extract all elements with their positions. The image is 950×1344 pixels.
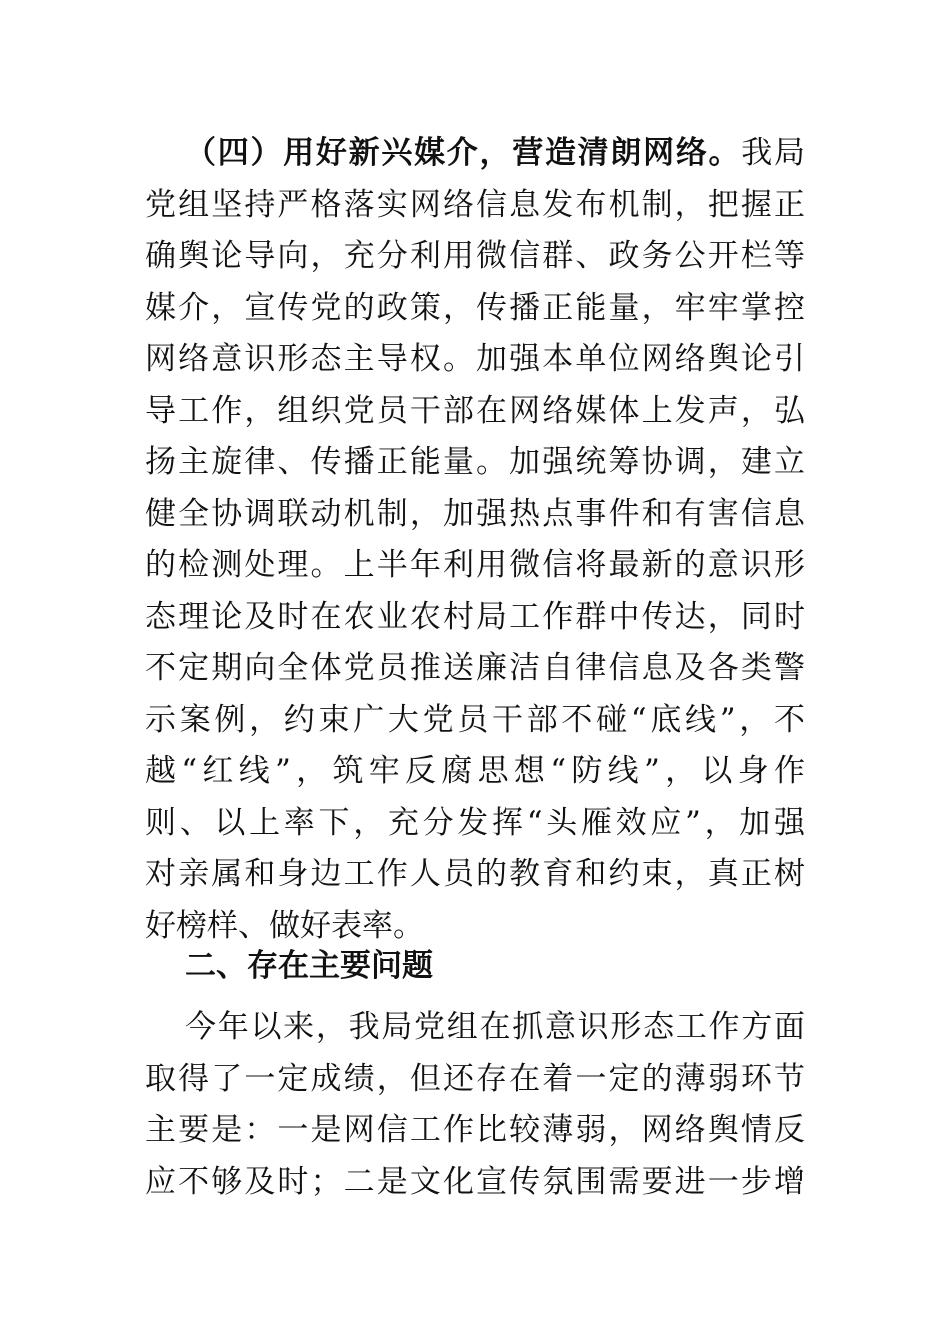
section-four-first-line-rest: 我局 <box>741 135 806 171</box>
paragraph-line: 越“红线”，筑牢反腐思想“防线”，以身作 <box>145 753 805 789</box>
paragraph-line: 的检测处理。上半年利用微信将最新的意识形 <box>145 547 805 583</box>
paragraph-line: 应不够及时；二是文化宣传氛围需要进一步增 <box>145 1164 805 1200</box>
section-two-heading: 二、存在主要问题 <box>185 948 433 984</box>
paragraph-line: 健全协调联动机制，加强热点事件和有害信息 <box>145 496 805 532</box>
paragraph-line: 今年以来，我局党组在抓意识形态工作方面 <box>185 1009 805 1045</box>
paragraph-line: 党组坚持严格落实网络信息发布机制，把握正 <box>145 187 805 223</box>
section-four-heading: （四）用好新兴媒介，营造清朗网络。 <box>185 135 742 171</box>
paragraph-line: 态理论及时在农业农村局工作群中传达，同时 <box>145 599 805 635</box>
paragraph-line: 不定期向全体党员推送廉洁自律信息及各类警 <box>145 650 805 686</box>
paragraph-line: 扬主旋律、传播正能量。加强统筹协调，建立 <box>145 444 805 480</box>
paragraph-line: 媒介，宣传党的政策，传播正能量，牢牢掌控 <box>145 290 805 326</box>
paragraph-line: 确舆论导向，充分利用微信群、政务公开栏等 <box>145 238 805 274</box>
paragraph-line: 示案例，约束广大党员干部不碰“底线”，不 <box>145 702 805 738</box>
paragraph-line: 导工作，组织党员干部在网络媒体上发声，弘 <box>145 393 805 429</box>
section-four-first-line <box>185 133 805 173</box>
paragraph-line: 网络意识形态主导权。加强本单位网络舆论引 <box>145 341 805 377</box>
paragraph-line: 主要是：一是网信工作比较薄弱，网络舆情反 <box>145 1112 805 1148</box>
paragraph-line: 取得了一定成绩，但还存在着一定的薄弱环节 <box>145 1061 805 1097</box>
paragraph-line: 好榜样、做好表率。 <box>145 908 424 944</box>
paragraph-line: 则、以上率下，充分发挥“头雁效应”，加强 <box>145 805 805 841</box>
paragraph-line: 对亲属和身边工作人员的教育和约束，真正树 <box>145 856 805 892</box>
